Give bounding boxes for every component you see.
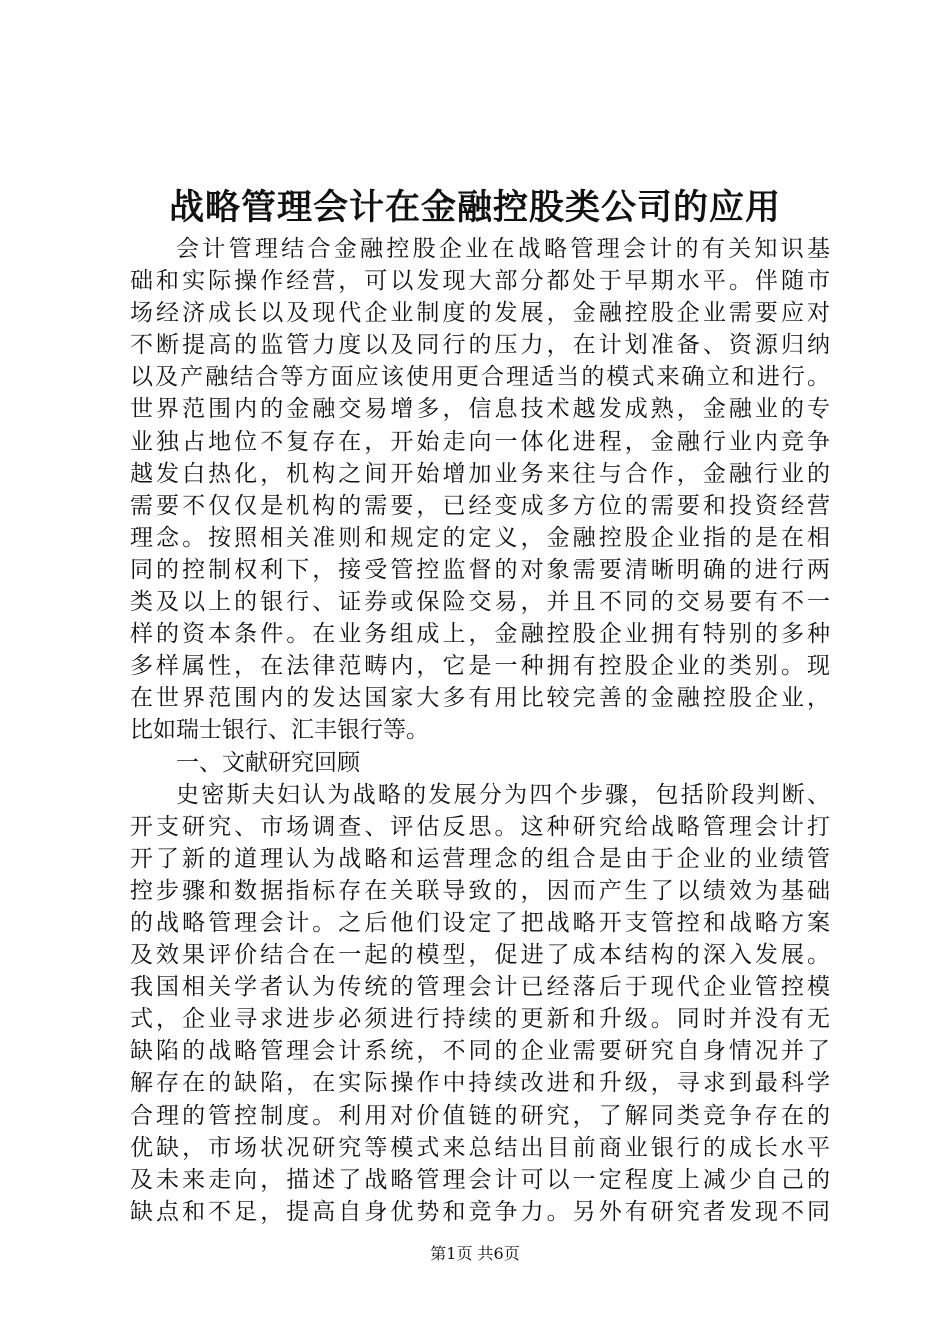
text-line: 在世界范围内的发达国家大多有用比较完善的金融控股企业， <box>130 685 830 712</box>
section-heading: 一、文献研究回顾 <box>176 749 360 776</box>
text-line: 控步骤和数据指标存在关联导致的，因而产生了以绩效为基础 <box>130 877 830 904</box>
text-line: 不断提高的监管力度以及同行的压力，在计划准备、资源归纳 <box>130 332 830 359</box>
page-number-footer: 第1页 共6页 <box>430 1244 520 1263</box>
text-line: 多样属性，在法律范畴内，它是一种拥有控股企业的类别。现 <box>130 653 830 680</box>
text-line: 会计管理结合金融控股企业在战略管理会计的有关知识基 <box>176 236 830 262</box>
text-line: 缺陷的战略管理会计系统，不同的企业需要研究自身情况并了 <box>130 1038 830 1065</box>
document-title: 战略管理会计在金融控股类公司的应用 <box>168 187 781 228</box>
text-line: 的战略管理会计。之后他们设定了把战略开支管控和战略方案 <box>130 909 830 936</box>
text-line: 史密斯夫妇认为战略的发展分为四个步骤，包括阶段判断、 <box>176 781 830 808</box>
text-line: 础和实际操作经营，可以发现大部分都处于早期水平。伴随市 <box>130 268 830 295</box>
text-line: 合理的管控制度。利用对价值链的研究，了解同类竞争存在的 <box>130 1102 830 1129</box>
text-line: 及效果评价结合在一起的模型，促进了成本结构的深入发展。 <box>130 942 830 969</box>
text-line: 世界范围内的金融交易增多，信息技术越发成熟，金融业的专 <box>130 396 830 423</box>
text-line: 比如瑞士银行、汇丰银行等。 <box>130 717 429 744</box>
text-line: 需要不仅仅是机构的需要，已经变成多方位的需要和投资经营 <box>130 492 830 519</box>
text-line: 我国相关学者认为传统的管理会计已经落后于现代企业管控模 <box>130 974 830 1001</box>
text-line: 越发白热化，机构之间开始增加业务来往与合作，金融行业的 <box>130 460 830 487</box>
text-line: 场经济成长以及现代企业制度的发展，金融控股企业需要应对 <box>130 300 830 327</box>
text-line: 样的资本条件。在业务组成上，金融控股企业拥有特别的多种 <box>130 621 830 648</box>
text-line: 优缺，市场状况研究等模式来总结出目前商业银行的成长水平 <box>130 1134 830 1161</box>
text-line: 及未来走向，描述了战略管理会计可以一定程度上减少自己的 <box>130 1166 830 1193</box>
text-line: 以及产融结合等方面应该使用更合理适当的模式来确立和进行。 <box>130 364 830 391</box>
text-line: 开了新的道理认为战略和运营理念的组合是由于企业的业绩管 <box>130 845 830 872</box>
text-line: 解存在的缺陷，在实际操作中持续改进和升级，寻求到最科学 <box>130 1070 830 1097</box>
text-line: 类及以上的银行、证券或保险交易，并且不同的交易要有不一 <box>130 589 830 616</box>
text-line: 式，企业寻求进步必须进行持续的更新和升级。同时并没有无 <box>130 1006 830 1033</box>
text-line: 业独占地位不复存在，开始走向一体化进程，金融行业内竞争 <box>130 428 830 455</box>
text-line: 同的控制权利下，接受管控监督的对象需要清晰明确的进行两 <box>130 556 830 583</box>
text-line: 缺点和不足，提高自身优势和竞争力。另外有研究者发现不同 <box>130 1198 830 1225</box>
text-line: 开支研究、市场调查、评估反思。这种研究给战略管理会计打 <box>130 813 830 840</box>
document-body <box>130 233 830 1228</box>
text-line: 理念。按照相关准则和规定的定义，金融控股企业指的是在相 <box>130 524 830 551</box>
